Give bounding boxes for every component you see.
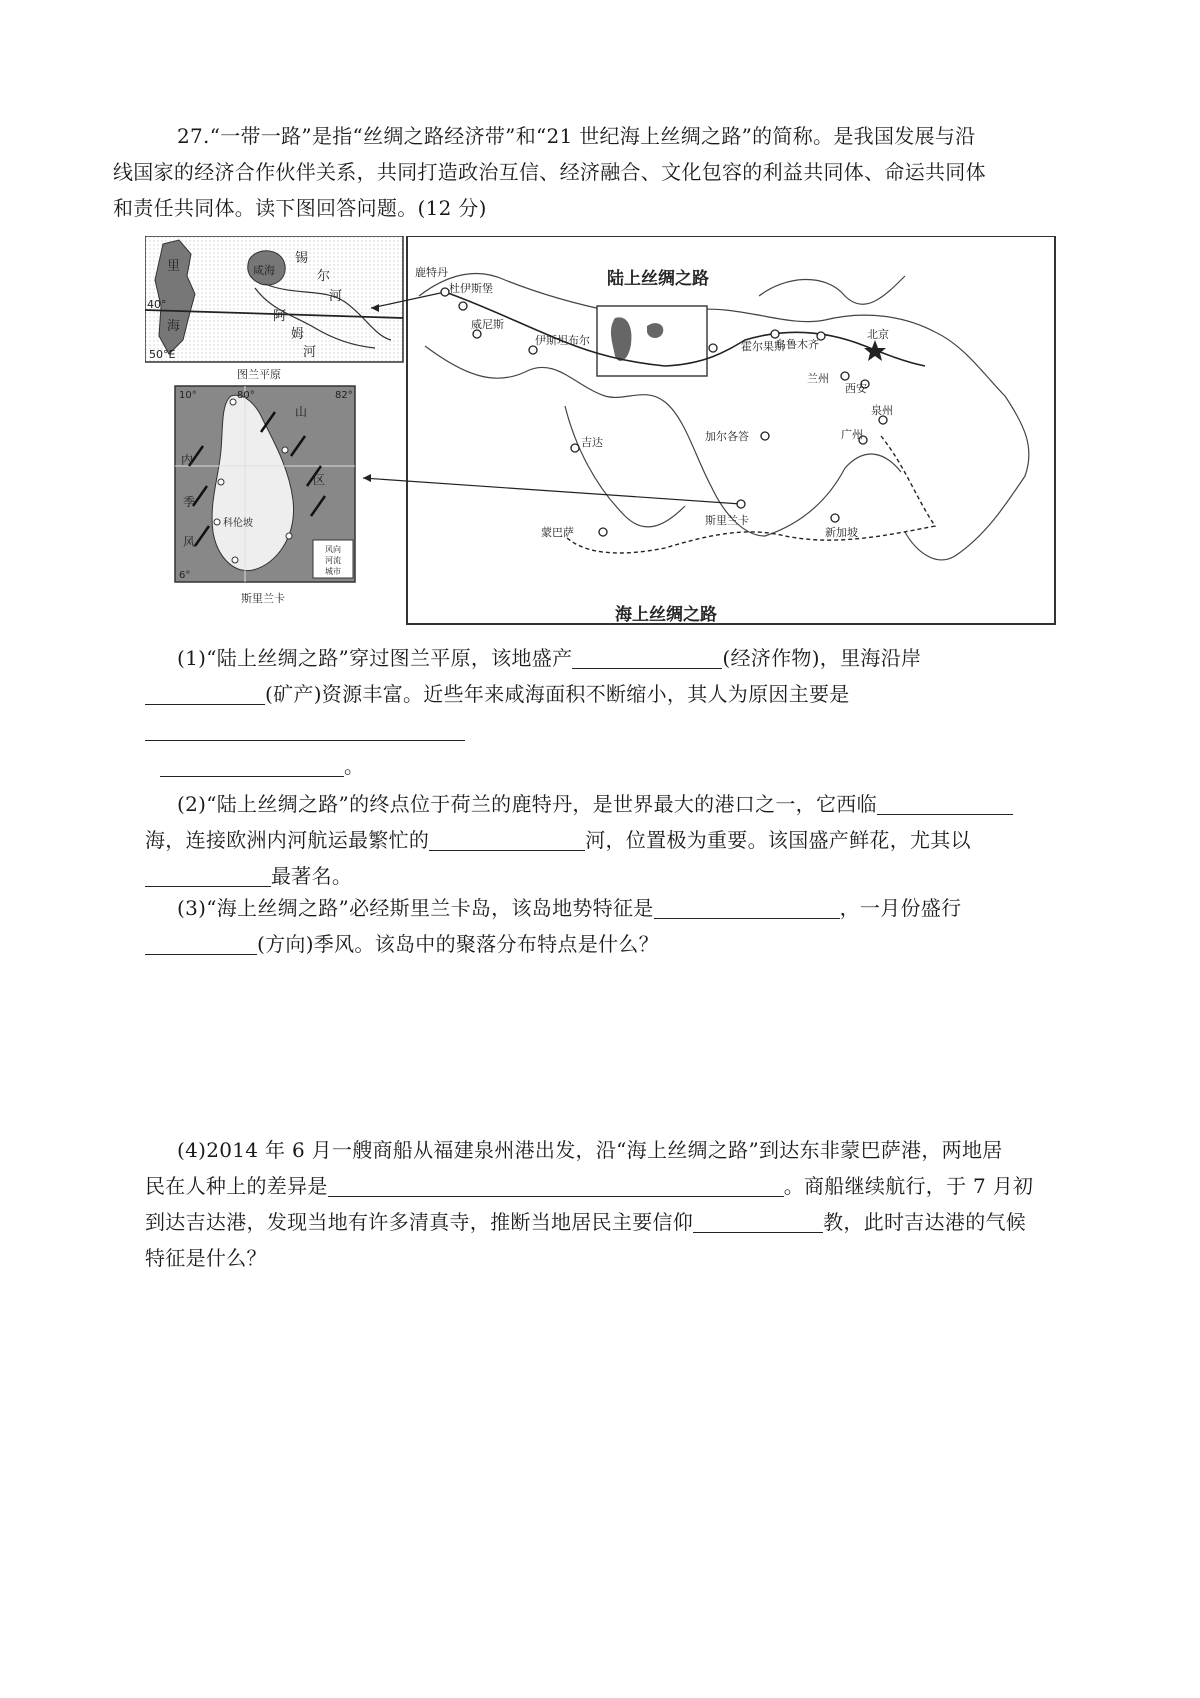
q2-blank-river[interactable] [429, 828, 585, 851]
svg-text:威尼斯: 威尼斯 [471, 318, 504, 331]
q2-text-a: (2)“陆上丝绸之路”的终点位于荷兰的鹿特丹，是世界最大的港口之一，它西临 [177, 792, 877, 816]
turan-caption: 图兰平原 [237, 368, 281, 381]
q3-blank-direction[interactable] [145, 932, 257, 955]
q1-blank-crop[interactable] [572, 646, 722, 669]
svg-text:风向: 风向 [325, 545, 341, 554]
q3-text-a: (3)“海上丝绸之路”必经斯里兰卡岛，该岛地势特征是 [177, 896, 654, 920]
q1-blank-reason-2[interactable] [160, 754, 344, 777]
svg-text:82°: 82° [335, 390, 353, 401]
question-1 [145, 640, 1065, 784]
intro-line-1: 27.“一带一路”是指“丝绸之路经济带”和“21 世纪海上丝绸之路”的简称。是我国发展与沿 [177, 124, 976, 148]
svg-text:北京: 北京 [867, 328, 889, 341]
q2-blank-sea[interactable] [877, 792, 1013, 815]
q4-blank-religion[interactable] [693, 1210, 823, 1233]
srilanka-caption: 斯里兰卡 [241, 592, 285, 605]
q3-text-c: (方向)季风。该岛中的聚落分布特点是什么？ [257, 932, 659, 956]
svg-text:蒙巴萨: 蒙巴萨 [541, 526, 574, 539]
q2-text-c: 河，位置极为重要。该国盛产鲜花，尤其以 [585, 828, 971, 852]
q4-text-f: 特征是什么？ [145, 1246, 267, 1270]
question-2 [145, 786, 1065, 894]
svg-text:城市: 城市 [325, 567, 341, 576]
q1-blank-mineral[interactable] [145, 682, 265, 705]
q4-text-c: 。商船继续航行，于 7 月初 [783, 1174, 1034, 1198]
svg-text:6°: 6° [179, 570, 191, 581]
svg-text:10°: 10° [179, 390, 197, 401]
svg-text:斯里兰卡: 斯里兰卡 [705, 514, 749, 527]
q4-text-e: 教，此时吉达港的气候 [823, 1210, 1027, 1234]
q1-text-d: 。 [344, 754, 365, 778]
svg-text:杜伊斯堡: 杜伊斯堡 [449, 282, 493, 295]
land-route-title: 陆上丝绸之路 [607, 269, 709, 289]
question-3 [145, 890, 1065, 962]
svg-text:鹿特丹: 鹿特丹 [415, 266, 448, 279]
question-27-intro [113, 118, 1065, 226]
q2-blank-flower[interactable] [145, 864, 271, 887]
svg-text:80°: 80° [237, 390, 255, 401]
intro-line-2: 线国家的经济合作伙伴关系，共同打造政治互信、经济融合、文化包容的利益共同体、命运共同体 [113, 160, 986, 184]
svg-text:河: 河 [303, 345, 317, 360]
svg-text:姆: 姆 [291, 327, 305, 342]
svg-text:霍尔果斯: 霍尔果斯 [741, 340, 785, 353]
svg-text:50°E: 50°E [149, 348, 176, 361]
question-4 [145, 1132, 1065, 1276]
silk-road-map-figure [145, 236, 1057, 632]
q1-text-a: (1)“陆上丝绸之路”穿过图兰平原，该地盛产 [177, 646, 573, 670]
svg-text:广州: 广州 [841, 428, 863, 441]
svg-text:阿: 阿 [273, 309, 287, 324]
svg-text:河: 河 [329, 289, 343, 304]
q1-text-c: (矿产)资源丰富。近些年来咸海面积不断缩小，其人为原因主要是 [265, 682, 850, 706]
q2-text-b: 海，连接欧洲内河航运最繁忙的 [145, 828, 430, 852]
q3-text-b: ，一月份盛行 [839, 896, 962, 920]
svg-text:吉达: 吉达 [581, 436, 603, 449]
main-silk-road-map [363, 236, 1055, 625]
svg-text:区: 区 [313, 473, 326, 487]
svg-text:内: 内 [181, 453, 194, 467]
q1-blank-reason-1[interactable] [145, 718, 465, 741]
svg-text:西安: 西安 [845, 382, 867, 395]
svg-text:山: 山 [295, 405, 308, 419]
svg-text:泉州: 泉州 [871, 404, 893, 417]
q4-text-a: (4)2014 年 6 月一艘商船从福建泉州港出发，沿“海上丝绸之路”到达东非蒙巴萨港，两地居 [177, 1138, 1003, 1162]
svg-text:科伦坡: 科伦坡 [223, 518, 253, 529]
svg-text:季: 季 [183, 495, 196, 509]
q4-blank-race[interactable] [328, 1174, 784, 1197]
q4-text-b: 民在人种上的差异是 [145, 1174, 328, 1198]
svg-text:咸海: 咸海 [253, 264, 275, 277]
q1-text-b: (经济作物)，里海沿岸 [722, 646, 922, 670]
svg-text:加尔各答: 加尔各答 [705, 430, 749, 443]
svg-text:锡: 锡 [295, 251, 309, 266]
svg-text:海: 海 [167, 319, 181, 334]
svg-text:里: 里 [167, 259, 181, 274]
sea-route-title: 海上丝绸之路 [615, 605, 717, 625]
turan-plain-inset [145, 236, 403, 362]
svg-text:伊斯坦布尔: 伊斯坦布尔 [535, 334, 590, 347]
svg-text:兰州: 兰州 [807, 372, 829, 385]
q3-blank-terrain[interactable] [654, 896, 840, 919]
svg-text:乌鲁木齐: 乌鲁木齐 [775, 338, 819, 351]
svg-text:尔: 尔 [317, 269, 331, 284]
svg-text:40°: 40° [147, 298, 167, 311]
q4-text-d: 到达吉达港，发现当地有许多清真寺，推断当地居民主要信仰 [145, 1210, 694, 1234]
intro-line-3: 和责任共同体。读下图回答问题。(12 分) [113, 196, 487, 220]
svg-text:风: 风 [183, 535, 196, 549]
q2-text-d: 最著名。 [271, 864, 353, 888]
srilanka-inset [175, 386, 355, 582]
svg-text:新加坡: 新加坡 [825, 526, 858, 539]
svg-text:河流: 河流 [325, 556, 341, 565]
